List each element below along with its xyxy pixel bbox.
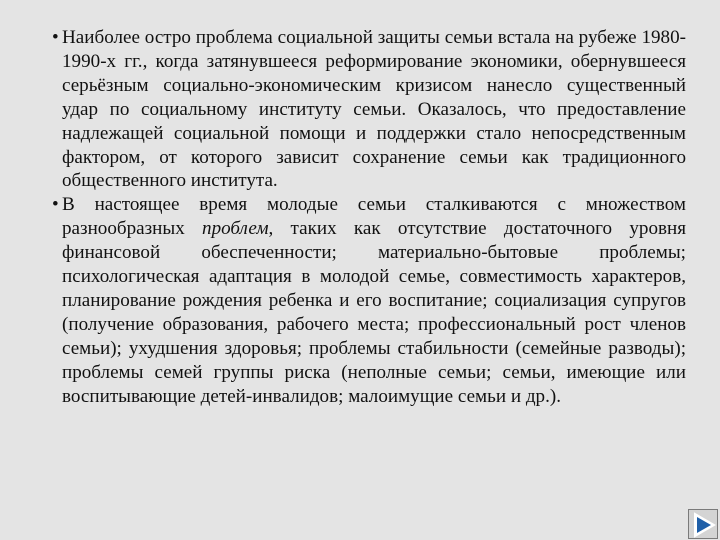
bullet: • xyxy=(52,194,59,216)
paragraph-2 xyxy=(52,193,686,408)
paragraph-2-text-after: , таких как отсутствие достаточного уровня финансовой обеспеченности; материально-бытовые проблемы; психологическая адаптация в молодой семье, совместимость характеров, планирование рождения ребенка и его воспитание; социализация супругов (получение образования, рабочего места; профессиональный рост членов семьи); ухудшения здоровья; проблемы стабильности (семейные разводы); проблемы семей группы риска (неполные семьи; семьи, имеющие или воспитывающие детей-инвалидов; малоимущие семьи и др.). xyxy=(62,218,687,407)
slide-body xyxy=(52,26,686,409)
play-triangle-icon xyxy=(689,510,719,540)
paragraph-2-text-before: В настоящее время молодые семьи сталкиваются с множеством разнообразных xyxy=(62,194,686,240)
paragraph-1 xyxy=(52,26,686,193)
paragraph-1-text: Наиболее остро проблема социальной защиты семьи встала на рубеже 1980-1990-х гг., когда затянувшееся реформирование экономики, обернувшееся серьёзным социально-экономическим кризисом нанесло существенный удар по социальному институту семьи. Оказалось, что предоставление надлежащей социальной помощи и поддержки стало непосредственным фактором, от которого зависит сохранение семьи как традиционного общественного института. xyxy=(62,27,686,192)
emphasized-word: проблем xyxy=(202,218,269,240)
bullet: • xyxy=(52,27,59,48)
next-slide-button[interactable] xyxy=(688,509,718,539)
